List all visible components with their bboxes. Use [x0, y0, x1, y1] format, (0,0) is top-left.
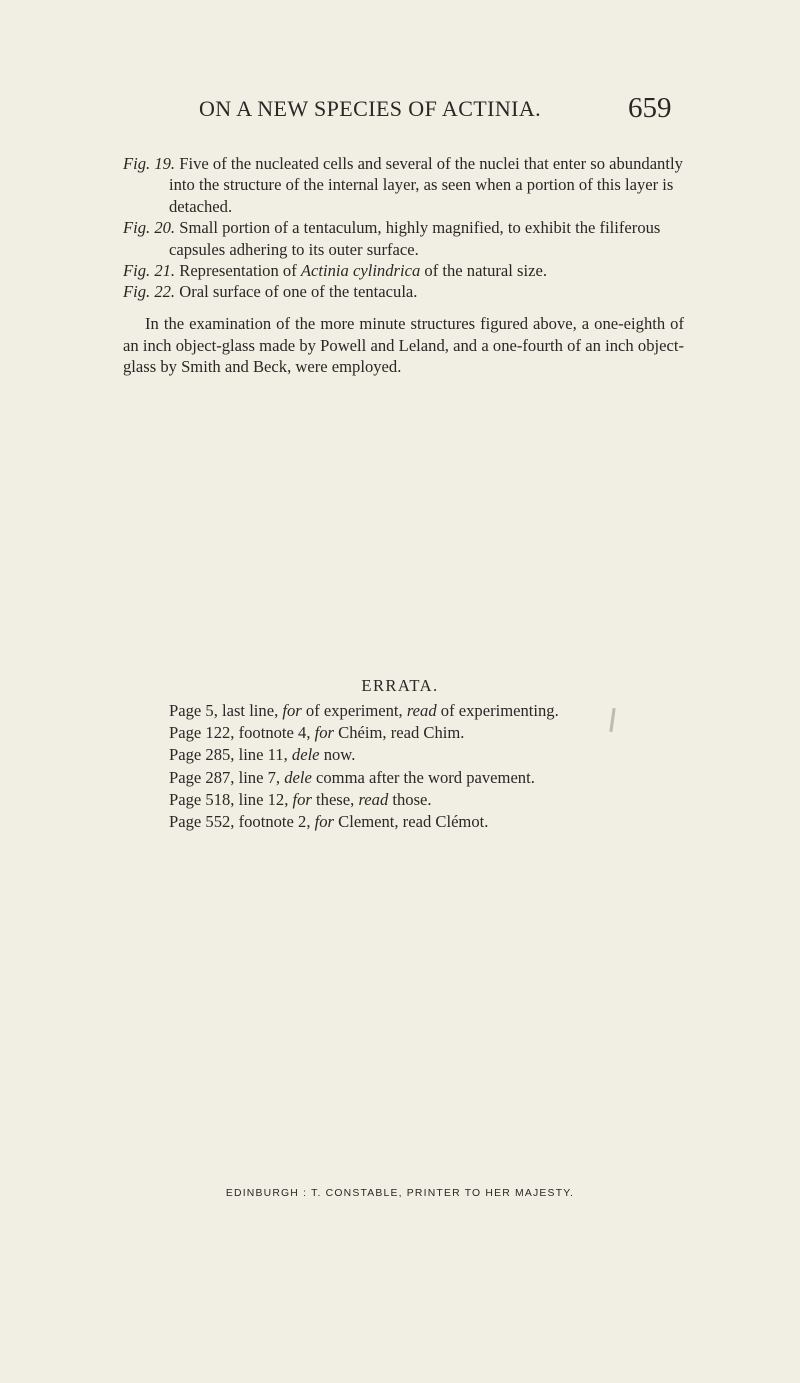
errata-item: Page 552, footnote 2, for Clement, read Clémot.	[169, 812, 489, 832]
fig-text: Five of the nucleated cells and several of the nuclei that enter so abundantly into the structure of the internal layer, as seen when a portion of this layer is detached.	[169, 154, 683, 216]
running-head	[0, 94, 800, 128]
fig-20-caption	[123, 217, 683, 260]
fig-22-caption	[123, 281, 683, 302]
fig-text-end: of the natural size.	[420, 261, 547, 281]
errata-item: Page 5, last line, for of experiment, read of experimenting.	[169, 701, 559, 720]
fig-text: Oral surface of one of the tentacula.	[179, 282, 418, 302]
fig-label: Fig. 19.	[123, 154, 176, 173]
species-name: Actinia cylindrica	[300, 261, 421, 281]
errata-title: ERRATA.	[361, 676, 439, 695]
fig-text: Small portion of a tentaculum, highly magnified, to exhibit the filiferous capsules adhering to its outer surface.	[169, 218, 661, 259]
figure-captions	[123, 153, 683, 303]
errata-item: Page 122, footnote 4, for Chéim, read Chim.	[169, 723, 465, 743]
errata-item: Page 287, line 7, dele comma after the word pavement.	[169, 767, 535, 787]
page-number: 659	[628, 92, 672, 124]
errata-item: Page 518, line 12, for these, read those.	[169, 789, 432, 809]
errata-item: Page 285, line 11, dele now.	[169, 745, 356, 765]
fig-text: Representation of	[179, 261, 301, 281]
running-title: ON A NEW SPECIES OF ACTINIA.	[199, 96, 542, 121]
fig-label: Fig. 20.	[123, 218, 176, 238]
fig-19-caption	[123, 153, 683, 217]
printer-colophon: EDINBURGH : T. CONSTABLE, PRINTER TO HER MAJESTY.	[225, 1188, 575, 1199]
fig-label: Fig. 21.	[123, 261, 176, 281]
objective-note: In the examination of the more minute structures figured above, a one-eighth of an inch object-glass made by Powell and Leland, and a one-fourth of an inch object-glass by Smith and Beck, were employed.	[123, 314, 684, 377]
fig-21-caption	[123, 260, 683, 281]
fig-label: Fig. 22.	[123, 282, 176, 302]
